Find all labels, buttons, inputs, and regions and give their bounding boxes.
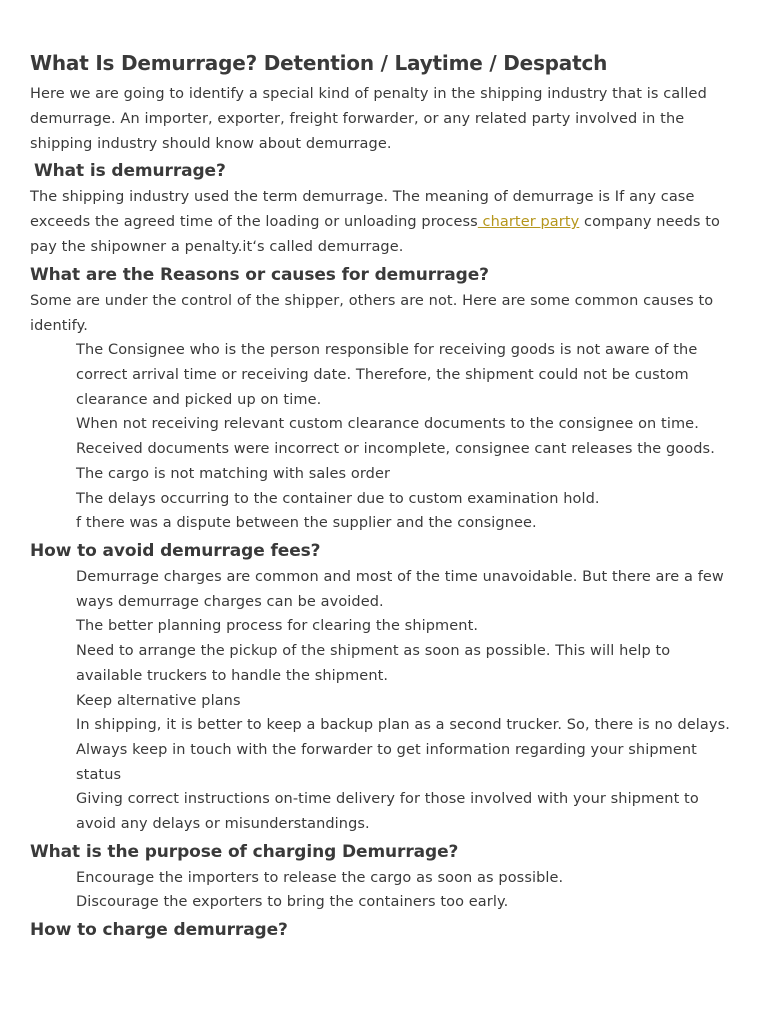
- list-item: When not receiving relevant custom clearance documents to the consignee on time.: [76, 416, 699, 433]
- heading-purpose: What is the purpose of charging Demurrage?: [30, 841, 459, 862]
- list-item: Discourage the exporters to bring the containers too early.: [76, 894, 509, 911]
- definition-paragraph: [30, 185, 738, 259]
- list-item: Encourage the importers to release the cargo as soon as possible.: [76, 869, 564, 886]
- charter-party-link[interactable]: charter party: [477, 214, 580, 231]
- list-item: Demurrage charges are common and most of the time unavoidable. But there are a few ways demurrage charges can be avoided.: [76, 569, 724, 610]
- purpose-list: [30, 866, 738, 915]
- list-item: The cargo is not matching with sales order: [76, 465, 391, 482]
- list-item: The Consignee who is the person responsible for receiving goods is not aware of the correct arrival time or receiving date. Therefore, the shipment could not be custom clearance and picked up on time.: [76, 342, 698, 408]
- list-item: The better planning process for clearing the shipment.: [76, 618, 479, 635]
- heading-avoid-fees: How to avoid demurrage fees?: [30, 541, 321, 561]
- intro-paragraph: Here we are going to identify a special kind of penalty in the shipping industry that is called demurrage. An importer, exporter, freight forwarder, or any related party involved in the shipping industry should know about demurrage.: [30, 86, 707, 152]
- list-item: f there was a dispute between the supplier and the consignee.: [76, 515, 537, 532]
- list-item: Keep alternative plans: [76, 692, 241, 709]
- list-item: Received documents were incorrect or incomplete, consignee cant releases the goods.: [76, 441, 715, 458]
- reasons-list: [30, 338, 738, 536]
- heading-what-is-demurrage: What is demurrage?: [34, 161, 226, 182]
- heading-reasons: What are the Reasons or causes for demurrage?: [30, 264, 489, 285]
- page-title: What Is Demurrage? Detention / Laytime / Despatch: [30, 51, 608, 75]
- list-item: Giving correct instructions on-time delivery for those involved with your shipment to avoid any delays or misunderstandings.: [76, 791, 699, 833]
- list-item: In shipping, it is better to keep a backup plan as a second trucker. So, there is no delays.: [76, 717, 730, 734]
- list-item: Always keep in touch with the forwarder to get information regarding your shipment status: [76, 741, 697, 783]
- definition-text-before: The shipping industry used the term demurrage. The meaning of demurrage is If any case exceeds the agreed time of the loading or unloading process: [30, 189, 695, 231]
- avoid-list: [30, 565, 738, 837]
- reasons-paragraph: Some are under the control of the shipper, others are not. Here are some common causes to identify.: [30, 292, 714, 334]
- list-item: The delays occurring to the container due to custom examination hold.: [76, 490, 600, 507]
- definition-text-after: company needs to pay the shipowner a penalty.it‘s called demurrage.: [30, 214, 721, 255]
- heading-how-to-charge: How to charge demurrage?: [30, 920, 288, 941]
- list-item: Need to arrange the pickup of the shipment as soon as possible. This will help to available truckers to handle the shipment.: [76, 643, 671, 684]
